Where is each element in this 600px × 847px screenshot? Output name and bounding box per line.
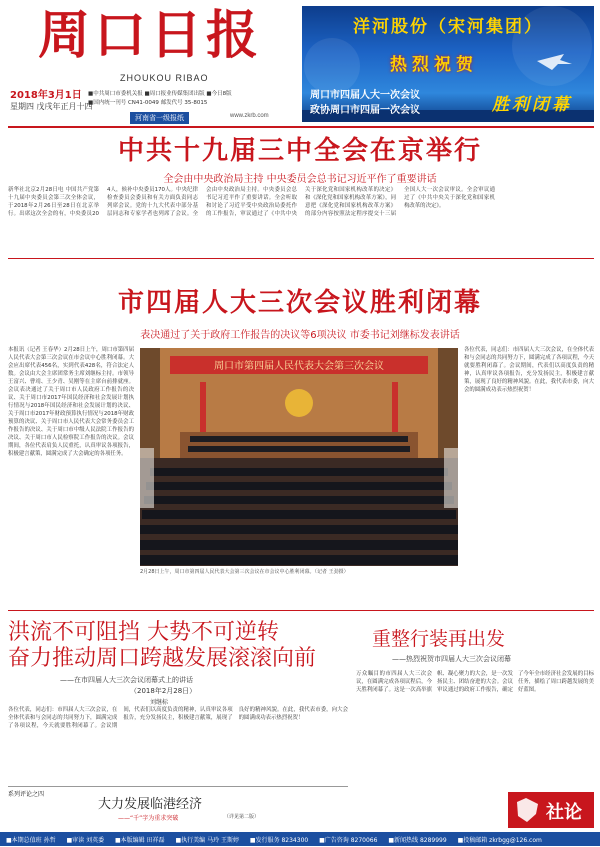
photo-banner: 周口市第四届人民代表大会第三次会议 [214, 361, 384, 372]
footer-item: ■执行美编 马玲 王斯婷 [175, 837, 239, 844]
footer-item: ■发行服务 8234300 [249, 837, 309, 844]
commentary-author: 刘继标 [150, 699, 169, 706]
editorial-subtitle: ——热烈祝贺市四届人大三次会议闭幕 [392, 655, 511, 663]
series-title: 大力发展临港经济 [98, 797, 203, 812]
commentary-subtitle: ——在市四届人大三次会议闭幕式上的讲话 [60, 676, 193, 684]
ad-closing: 胜利闭幕 [492, 95, 572, 115]
article-2-body-right: 各位代表，同志们：市四届人大三次会议，在全体代表和与会同志的共同努力下，圆满完成了各项议程，今天就要胜利闭幕了。会议期间，代表们以高度负责的精神，认真审议各项报告，充分发扬民主，积极建言献策，展现了良好的精神风貌。在此，我代表市委，向大会的圆满成功表示热烈祝贺！ [464, 347, 594, 393]
info-line-1: ■中共周口市委机关报 ■周口报业传媒集团出版 ■今日8版 [88, 91, 232, 97]
footer-item: ■本版编辑 田祥磊 [115, 837, 165, 844]
newspaper-title: 周口日报 [38, 5, 263, 66]
ad-line-1: 周口市四届人大一次会议 [310, 90, 420, 101]
commentary-body: 各位代表，同志们：市四届人大三次会议，在全体代表和与会同志的共同努力下，圆满完成了各项议程，今天就要胜利闭幕了。会议期间，代表们以高度负责的精神，认真审议各项报告，充分发扬民主，积极建言献策，展现了良好的精神风貌。在此，我代表市委，向大会的圆满成功表示热烈祝贺！ [8, 707, 348, 729]
website-link[interactable]: www.zkrb.com [230, 113, 269, 119]
footer-item: ■本期总值班 孙哲 [6, 837, 56, 844]
section-rule [8, 258, 594, 259]
footer-item: ■审读 刘英委 [66, 837, 105, 844]
ad-congrats: 热烈祝贺 [390, 55, 478, 75]
info-line-2: ■国内统一刊号 CN41-0049 邮发代号 35-8015 [88, 100, 208, 106]
publication-info [88, 90, 298, 108]
headline-2[interactable]: 市四届人大三次会议胜利闭幕 [117, 288, 482, 318]
footer-bar [0, 832, 600, 846]
editorial-title[interactable]: 重整行装再出发 [372, 628, 506, 650]
lunar-date-line: 星期四 戊戌年正月十四 [10, 102, 93, 111]
congratulation-ad [302, 6, 594, 122]
subheadline-2: 表决通过了关于政府工作报告的决议等6项决议 市委书记刘继标发表讲话 [140, 330, 460, 341]
conference-photo [140, 348, 458, 566]
date-line: 2018年3月1日 [10, 90, 82, 101]
map-icon [512, 796, 542, 824]
article-2-body-left: 本报讯（记者 王春华）2月28日上午，周口市第四届人民代表大会第三次会议在市会议中心胜利闭幕。大会应出席代表456名，实到代表428名，符合法定人数。会议由大会主席团常务主席刘继标主持。市领导王富兴、曹靖、王少青、吴刚等在主席台前排就座。会议表决通过了关于周口市人民政府工作报告的决议、关于周口市2017年国民经济和社会发展计划执行情况与2018年国民经济和社会发展计划的决议、关于周口市2017年财政预算执行情况与2018年财政预算的决议、关于周口市人民代表大会常务委员会工作报告的决议、关于周口市中级人民法院工作报告的决议、关于周口市人民检察院工作报告的决议。会议期间，各位代表肩负人民重托，认真审议各项报告，积极建言献策，圆满完成了大会确定的各项任务。 [8, 347, 134, 457]
footer-email[interactable]: ■投稿邮箱 zkrbgg@126.com [457, 837, 542, 844]
section-rule-2 [8, 610, 594, 611]
national-emblem-icon [285, 389, 313, 417]
editorial-badge [508, 792, 594, 828]
conference-hall-illustration [140, 348, 458, 566]
article-1-body: 新华社北京2月28日电 中国共产党第十九届中央委员会第三次全体会议，于2018年2月26日至28日在北京举行。出席这次全会的有，中央委员204人，候补中央委员170人。中央纪律检查委员会委员和有关方面负责同志列席会议。党的十九大代表中部分基层同志和专家学者也列席了会议。全会由中央政治局主持。中央委员会总书记习近平作了重要讲话。全会听取和讨论了习近平受中央政治局委托作的工作报告，审议通过了《中共中央关于深化党和国家机构改革的决定》和《深化党和国家机构改革方案》，同意把《深化党和国家机构改革方案》的部分内容按照法定程序提交十三届全国人大一次会议审议。全会审议通过了《中共中央关于深化党和国家机构改革的决定》。 [8, 187, 495, 217]
footer-item: ■新闻热线 8289999 [388, 837, 447, 844]
series-commentary-box[interactable] [8, 786, 348, 827]
commentary-date: （2018年2月28日） [130, 687, 197, 695]
ad-line-2: 政协周口市四届一次会议 [310, 105, 420, 116]
subheadline-1: 全会由中央政治局主持 中央委员会总书记习近平作了重要讲话 [163, 174, 437, 185]
footer-item: ■广告咨询 8270066 [319, 837, 378, 844]
commentary-title-line-1: 洪流不可阻挡 大势不可逆转 [8, 620, 279, 645]
series-label: 系列评论之四 [8, 791, 45, 798]
ad-brand: 洋河股份（宋河集团） [353, 17, 543, 37]
photo-caption: 2月28日上午，周口市第四届人民代表大会第三次会议在市会议中心胜利闭幕。（记者 王劲摄） [140, 569, 349, 575]
editorial-label: 社论 [546, 802, 582, 823]
series-see-page: （详见第二版） [224, 814, 260, 820]
commentary-title-line-2: 奋力推动周口跨越发展滚滚向前 [8, 646, 317, 671]
series-subtitle: ——“千”字为重求突破 [118, 815, 179, 822]
newspaper-level-badge: 河南省一级报纸 [130, 112, 189, 124]
commentary-title[interactable] [8, 620, 328, 672]
masthead-rule [8, 126, 594, 128]
editorial-body: 万众瞩目的市四届人大三次会议，在圆满完成各项议程后，今天胜利闭幕了。这是一次高举旗帜、凝心聚力的大会，是一次发扬民主、团结奋进的大会。会议审议通过的政府工作报告，确定了今年全市经济社会发展的目标任务，描绘了周口跨越发展的美好蓝图。 [356, 671, 594, 693]
headline-1[interactable]: 中共十九届三中全会在京举行 [117, 136, 482, 166]
issue-date [10, 90, 93, 112]
newspaper-pinyin: ZHOUKOU RIBAO [120, 73, 209, 83]
